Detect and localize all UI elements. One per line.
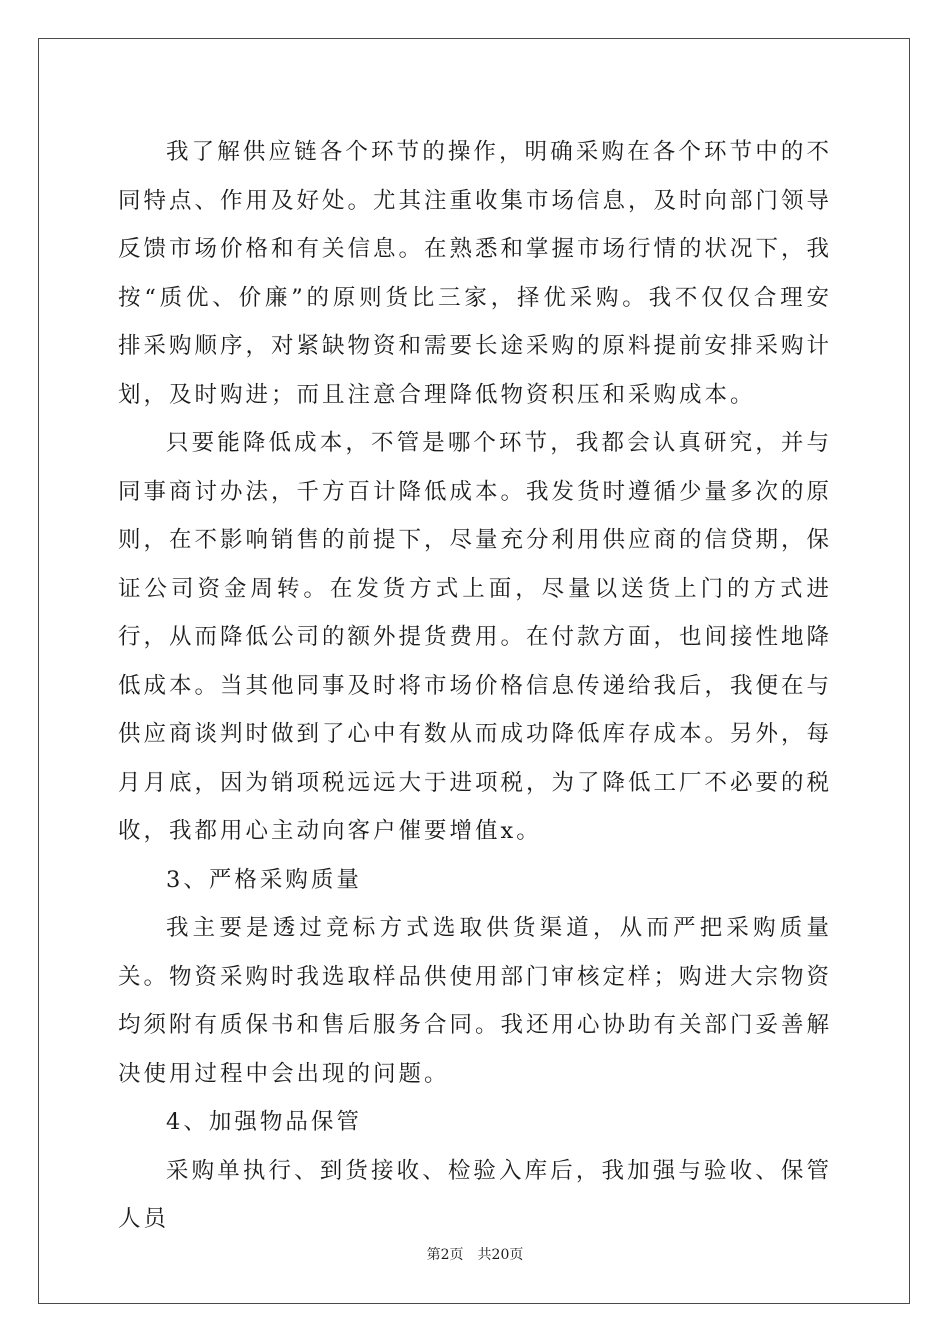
paragraph-supply-chain: 我了解供应链各个环节的操作，明确采购在各个环节中的不同特点、作用及好处。尤其注重收集市场信息，及时向部门领导反馈市场价格和有关信息。在熟悉和掌握市场行情的状况下，我按“质优、价廉”的原则货比三家，择优采购。我不仅仅合理安排采购顺序，对紧缺物资和需要长途采购的原料提前安排采购计划，及时购进；而且注意合理降低物资积压和采购成本。 [118,139,833,408]
section-heading-storage: 4、加强物品保管 [166,1109,362,1135]
paragraph-cost-reduction: 只要能降低成本，不管是哪个环节，我都会认真研究，并与同事商讨办法，千方百计降低成本。我发货时遵循少量多次的原则，在不影响销售的前提下，尽量充分利用供应商的信贷期，保证公司资金周转。在发货方式上面，尽量以送货上门的方式进行，从而降低公司的额外提货费用。在付款方面，也间接性地降低成本。当其他同事及时将市场价格信息传递给我后，我便在与供应商谈判时做到了心中有数从而成功降低库存成本。另外，每月月底，因为销项税远远大于进项税，为了降低工厂不必要的税收，我都用心主动向客户催要增值x。 [118,430,833,844]
page-number-footer: 第2页 共20页 [426,1247,524,1263]
paragraph-storage: 采购单执行、到货接收、检验入库后，我加强与验收、保管人员 [118,1157,832,1232]
document-body [118,128,832,1244]
section-heading-quality: 3、严格采购质量 [166,866,362,893]
paragraph-quality: 我主要是透过竞标方式选取供货渠道，从而严把采购质量关。物资采购时我选取样品供使用部门审核定样；购进大宗物资均须附有质保书和售后服务合同。我还用心协助有关部门妥善解决使用过程中会出现的问题。 [118,915,833,1087]
